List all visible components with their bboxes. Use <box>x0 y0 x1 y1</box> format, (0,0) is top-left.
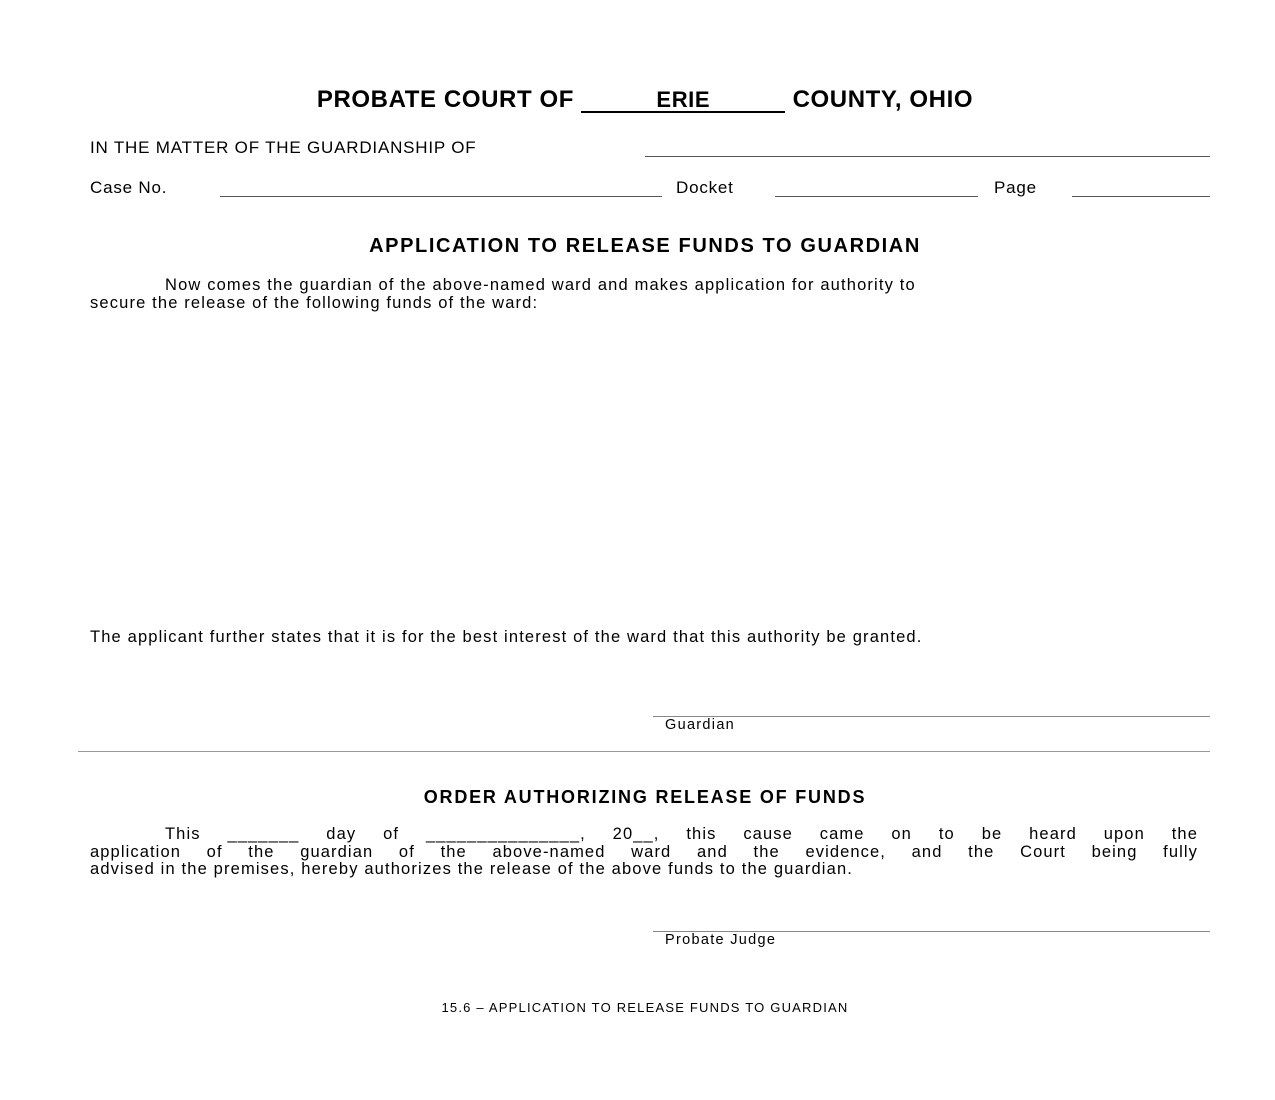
docket-label: Docket <box>676 178 734 197</box>
applicant-statement: The applicant further states that it is for the best interest of the ward that this authority be granted. <box>90 628 923 646</box>
guardian-label: Guardian <box>665 717 736 733</box>
matter-label: IN THE MATTER OF THE GUARDIANSHIP OF <box>90 138 477 157</box>
page-label: Page <box>994 178 1037 197</box>
order-line2: application of the guardian of the above-named ward and the evidence, and the Court being fully <box>90 843 1198 861</box>
judge-label: Probate Judge <box>665 932 777 948</box>
guardian-signature-line[interactable] <box>653 716 1210 717</box>
docket-field[interactable] <box>775 196 978 197</box>
application-heading: APPLICATION TO RELEASE FUNDS TO GUARDIAN <box>369 235 921 257</box>
page-field[interactable] <box>1072 196 1210 197</box>
order-line3: advised in the premises, hereby authorizes the release of the above funds to the guardian. <box>90 860 853 878</box>
page-title <box>0 86 1275 114</box>
case-no-field[interactable] <box>220 196 662 197</box>
application-intro-line1: Now comes the guardian of the above-named ward and makes application for authority to <box>165 276 916 294</box>
application-intro-line2: secure the release of the following funds of the ward: <box>90 294 539 312</box>
form-footer: 15.6 – APPLICATION TO RELEASE FUNDS TO GUARDIAN <box>441 1000 849 1015</box>
order-heading: ORDER AUTHORIZING RELEASE OF FUNDS <box>423 787 867 807</box>
order-line1: This _______ day of _______________, 20__, this cause came on to be heard upon the <box>165 825 1198 843</box>
county-field[interactable]: ERIE <box>581 89 785 113</box>
section-divider <box>78 751 1210 752</box>
title-prefix: PROBATE COURT OF <box>316 86 575 113</box>
ward-name-field[interactable] <box>645 156 1210 157</box>
case-no-label: Case No. <box>90 178 168 197</box>
title-suffix: COUNTY, OHIO <box>792 86 974 113</box>
